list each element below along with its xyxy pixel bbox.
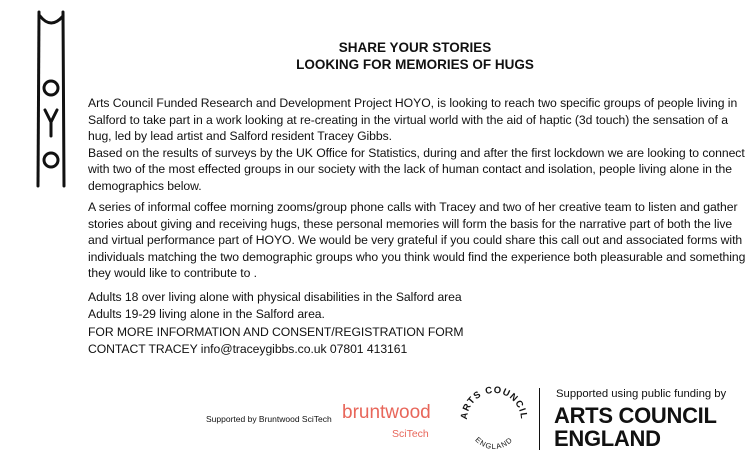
bruntwood-logo-sub: SciTech — [392, 428, 429, 440]
hoyo-logo — [33, 10, 73, 188]
bruntwood-supported-text: Supported by Bruntwood SciTech — [206, 414, 332, 424]
ace-supported-text: Supported using public funding by — [556, 388, 727, 400]
group-item: Adults 18 over living alone with physical disabilities in the Salford area — [88, 290, 462, 304]
contact-line-2: CONTACT TRACEY info@traceygibbs.co.uk 07801 413161 — [88, 341, 408, 356]
group-item: Adults 19-29 living alone in the Salford area. — [88, 306, 325, 321]
intro-text: Arts Council Funded Research and Development Project HOYO, is looking to reach two specific groups of people living in Salford to take part in a work looking at re-creating in the virtual world with the aid of haptic (3d touch) the sensation of a hug, led by lead artist and Salford resident Tracey Gibbs. — [88, 96, 738, 143]
arts-council-seal-logo — [457, 380, 531, 454]
title-line-2: LOOKING FOR MEMORIES OF HUGS — [296, 57, 534, 72]
ace-logo-line-1: ARTS COUNCIL — [554, 403, 717, 428]
svg-text:ARTS COUNCIL — [459, 385, 529, 420]
surveys-text: Based on the results of surveys by the UK Office for Statistics, during and after the first lockdown we are looking to connect with two of the most effected groups in our society with the lack of human contact and isolation, people living alone in the demographics below. — [88, 145, 745, 193]
sessions-text: A series of informal coffee morning zooms/group phone calls with Tracey and two of her creative team to listen and gather stories about giving and receiving hugs, these personal memories will form the basis for the narrative part of both the live and virtual performance part of HOYO. We would be very grateful if you could share this call out and associated forms with individuals matching the two demographic groups who you think would find the experience both pleasurable and something they would like to contribute to . — [88, 200, 746, 280]
title-line-1: SHARE YOUR STORIES — [338, 40, 492, 55]
groups-list — [88, 289, 748, 322]
contact-line-1: FOR MORE INFORMATION AND CONSENT/REGISTRATION FORM — [88, 325, 464, 339]
ace-logo-line-2: ENGLAND — [554, 426, 661, 451]
bruntwood-logo-name: bruntwood — [342, 402, 431, 423]
seal-bottom-text: ENGLAND — [473, 435, 515, 452]
sessions-paragraph — [88, 199, 748, 282]
contact-block — [88, 324, 748, 357]
logo-divider — [539, 388, 540, 450]
seal-top-text: ARTS COUNCIL — [458, 384, 530, 421]
intro-paragraph — [88, 95, 748, 194]
svg-text:ENGLAND — [473, 435, 514, 451]
